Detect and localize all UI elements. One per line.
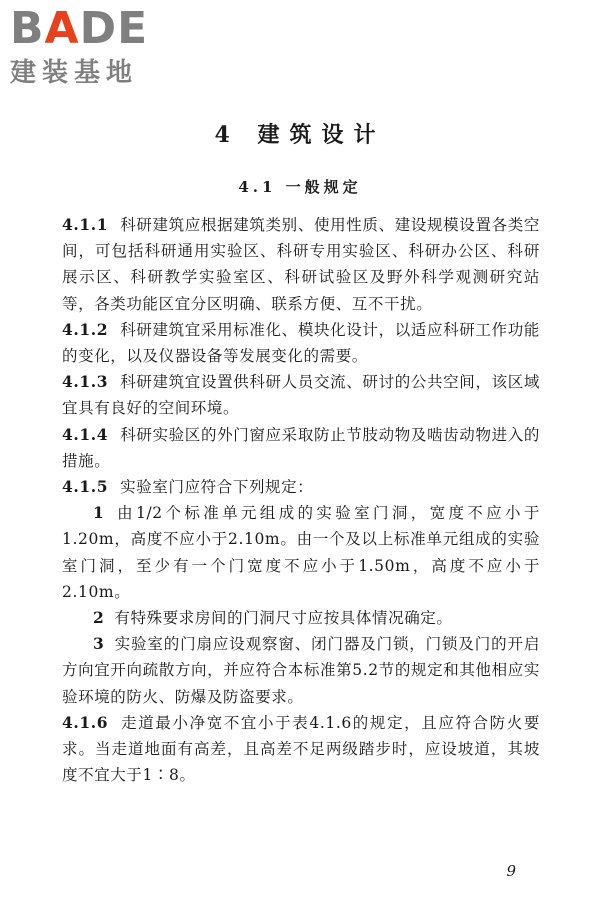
clause-text: 科研实验区的外门窗应采取防止节肢动物及啮齿动物进入的措施。 [62,425,540,470]
section-title: 4.1 一般规定 [238,178,362,196]
clause-4-1-5-item-2 [62,605,540,631]
clause-number: 4.1.6 [62,712,109,732]
clause-text: 科研建筑应根据建筑类别、使用性质、建设规模设置各类空间，可包括科研通用实验区、科研专用实验区、科研办公区、科研展示区、科研教学实验室区、科研试验区及野外科学观测研究站等，各类功能区宜分区明确、联系方便、互不干扰。 [62,216,540,313]
item-text: 由1/2个标准单元组成的实验室门洞，宽度不应小于1.20m，高度不应小于2.10m。由一个及以上标准单元组成的实验室门洞，至少有一个门宽度不应小于1.50m，高度不应小于2.10m。 [62,504,540,601]
clause-4-1-1 [62,212,540,317]
clause-text: 科研建筑宜采用标准化、模块化设计，以适应科研工作功能的变化，以及仪器设备等发展变化的需要。 [62,320,540,366]
item-number: 1 [93,503,105,523]
item-text: 实验室的门扇应设观察窗、闭门器及门锁，门锁及门的开启方向宜开向疏散方向，并应符合本标准第5.2节的规定和其他相应实验环境的防火、防爆及防盗要求。 [62,635,540,706]
clause-text: 实验室门应符合下列规定： [120,478,314,497]
brand-letter: B [10,3,45,54]
clause-4-1-5-item-3 [62,631,540,710]
clause-number: 4.1.5 [62,477,109,497]
chapter-title: 4 建筑设计 [214,122,386,148]
brand-logo [10,3,180,90]
item-text: 有特殊要求房间的门洞尺寸应按具体情况确定。 [114,609,453,628]
clause-text: 走道最小净宽不宜小于表4.1.6的规定，且应符合防火要求。当走道地面有高差，且高差不足两级踏步时，应设坡道，其坡度不宜大于1∶8。 [62,713,540,785]
clause-4-1-3 [62,369,540,421]
brand-subtitle: 建装基地 [10,58,139,88]
clause-4-1-5 [62,474,540,500]
clause-4-1-2 [62,317,540,369]
page-number: 9 [506,862,516,880]
clause-text: 科研建筑宜设置供科研人员交流、研讨的公共空间，该区域宜具有良好的空间环境。 [62,373,540,418]
brand-letters: DE [79,3,149,54]
clause-4-1-6 [62,710,540,789]
clause-number: 4.1.3 [62,372,109,392]
brand-accent-letter: A [44,3,80,54]
clause-number: 4.1.4 [62,424,109,444]
clause-number: 4.1.1 [62,215,109,234]
item-number: 3 [93,634,105,654]
clause-4-1-4 [62,422,540,474]
document-body [62,212,540,788]
clause-4-1-5-item-1 [62,500,540,605]
item-number: 2 [93,608,105,628]
brand-wordmark [10,3,180,54]
clause-number: 4.1.2 [62,319,109,339]
